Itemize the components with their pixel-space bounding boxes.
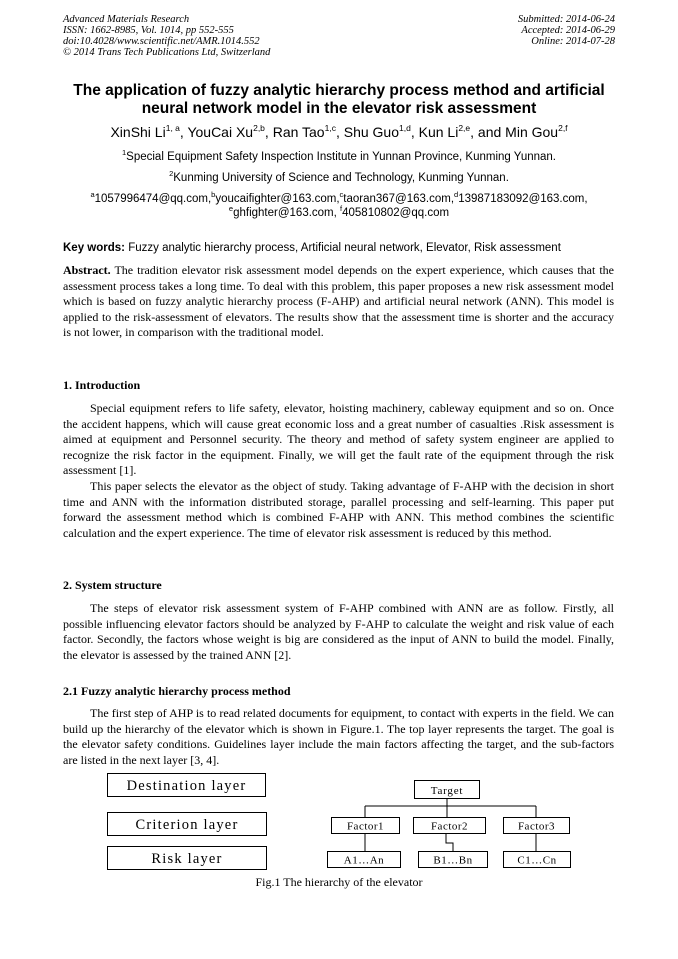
section-heading-fuzzy-ahp: 2.1 Fuzzy analytic hierarchy process method [63,684,291,698]
paragraph: The first step of AHP is to read related documents for equipment, to contact with experts in the field. We can build up the hierarchy of the elevator which is shown in Figure.1. The top layer represents the target. The goal is the elevator safety conditions. Guidelines layer include the main factors affecting the target, and the sub-factors are listed in the next layer [3, 4]. [63,706,614,767]
author: XinShi Li$^{1, a}$, [110,123,188,140]
author: YouCai Xu$^{2,b}$, [187,123,273,140]
factor-label: Factor1 [346,820,385,833]
email-line-2: $^e$ghfighter@163.com, $^f$405810802@qq.com [228,204,450,219]
email-link[interactable]: youcaifighter@163.com, [215,193,340,205]
keywords [63,241,618,255]
email-link[interactable]: ghfighter@163.com, [233,207,337,219]
journal-metadata [63,14,270,58]
factor-label: Factor3 [517,820,556,833]
journal-doi: doi:10.4028/www.scientific.net/AMR.1014.552 [63,36,260,47]
section-heading-system-structure: 2. System structure [63,578,162,592]
factor-label: Factor2 [430,820,469,833]
author: Shu Guo$^{1,d}$, [343,123,419,140]
section-heading-introduction: 1. Introduction [63,378,141,392]
layer-box-criterion [108,813,267,836]
email-link[interactable]: taoran367@163.com, [343,193,455,205]
journal-issn: ISSN: 1662-8985, Vol. 1014, pp 552-555 [63,25,234,36]
keywords-label: Key words: [63,242,125,254]
author: Kun Li$^{2,e}$, and [418,123,506,140]
factor-box-3 [504,818,570,834]
layer-label-criterion: Criterion layer [135,817,239,833]
connector-line [446,834,453,851]
accepted-date: Accepted: 2014-06-29 [521,25,615,36]
affiliation-2: $^2$Kunming University of Science and Technology, Kunming Yunnan. [169,169,509,184]
layer-label-destination: Destination layer [126,778,247,794]
submitted-date: Submitted: 2014-06-24 [517,14,615,25]
abstract [63,263,614,341]
paragraph: This paper selects the elevator as the object of study. Taking advantage of F-AHP with the decision in short time and ANN with the information distributed storage, parallel processing and self-learning. This paper put forward the assessment method which is combined F-AHP with ANN. This method combines the scientific calculation and the expert experience. The time of elevator risk assessment is reduced by this method. [63,479,614,540]
journal-copyright: © 2014 Trans Tech Publications Ltd, Switzerland [63,47,271,58]
author: Min Gou$^{2,f}$ [505,123,568,140]
email-link[interactable]: 13987183092@163.com, [458,193,588,205]
paper-title: The application of fuzzy analytic hierarchy process method and artificial neural network model in the elevator risk assessment [73,82,605,117]
target-label: Target [430,785,464,797]
subfactor-label: B1…Bn [433,854,473,867]
layer-box-risk [108,847,267,870]
factor-box-1 [332,818,400,834]
online-date: Online: 2014-07-28 [531,36,615,47]
email-link[interactable]: 405810802@qq.com [342,207,450,219]
paragraph: Special equipment refers to life safety, elevator, hoisting machinery, cableway equipment and so on. Once the accident happens, which will cause great economic loss and a great number of casualties .Risk assessment is aimed at equipment and Personnel security. The theory and method of safety system engineer are applied to recognize the risk factor in the equipment. Finally, we will get the fault rate of the equipment through the risk assessment [1]. [63,401,614,478]
factor-box-2 [414,818,486,834]
affiliation-1: $^1$Special Equipment Safety Inspection Institute in Yunnan Province, Kunming Yunnan. [121,148,556,163]
subfactor-label: C1…Cn [517,854,557,867]
subfactor-label: A1…An [343,854,385,867]
layer-box-destination [108,774,266,797]
target-box [415,781,480,799]
journal-name: Advanced Materials Research [63,14,190,25]
layer-label-risk: Risk layer [151,851,223,867]
publication-dates [518,14,615,47]
subfactor-box-b [419,852,488,868]
email-link[interactable]: 1057996474@qq.com, [94,193,212,205]
email-line-1: $^a$1057996474@qq.com,$^b$youcaifighter@163.com,$^c$taoran367@163.com,$^d$13987183092@163.com, [90,190,588,205]
figure-caption: Fig.1 The hierarchy of the elevator [255,875,423,889]
abstract-text: The tradition elevator risk assessment model depends on the expert experience, which causes that the assessment process takes a long time. To deal with this problem, this paper proposes a new risk assessment model which is based on fuzzy analytic hierarchy process (F-AHP) and artificial neural network (ANN). This model is applied to the risk-assessment of elevators. The results show that the assessment time is shorter and the accuracy is not lower, in comparison with the traditional model. [63,263,614,340]
subfactor-box-c [504,852,571,868]
paragraph: The steps of elevator risk assessment system of F-AHP combined with ANN are as follow. Firstly, all possible influencing elevator factors should be analyzed by F-AHP to calculate the weight and risk value of each factor. Secondly, the factors whose weight is big are considered as the input of ANN to build the model. Finally, the elevator is assessed by the trained ANN [2]. [63,601,614,662]
author-list [40,124,638,140]
abstract-label: Abstract. [63,263,111,277]
author-emails [40,192,638,220]
subfactor-box-a [328,852,401,868]
author: Ran Tao$^{1,c}$, [272,123,344,140]
keywords-text: Fuzzy analytic hierarchy process, Artificial neural network, Elevator, Risk assessment [128,242,561,254]
